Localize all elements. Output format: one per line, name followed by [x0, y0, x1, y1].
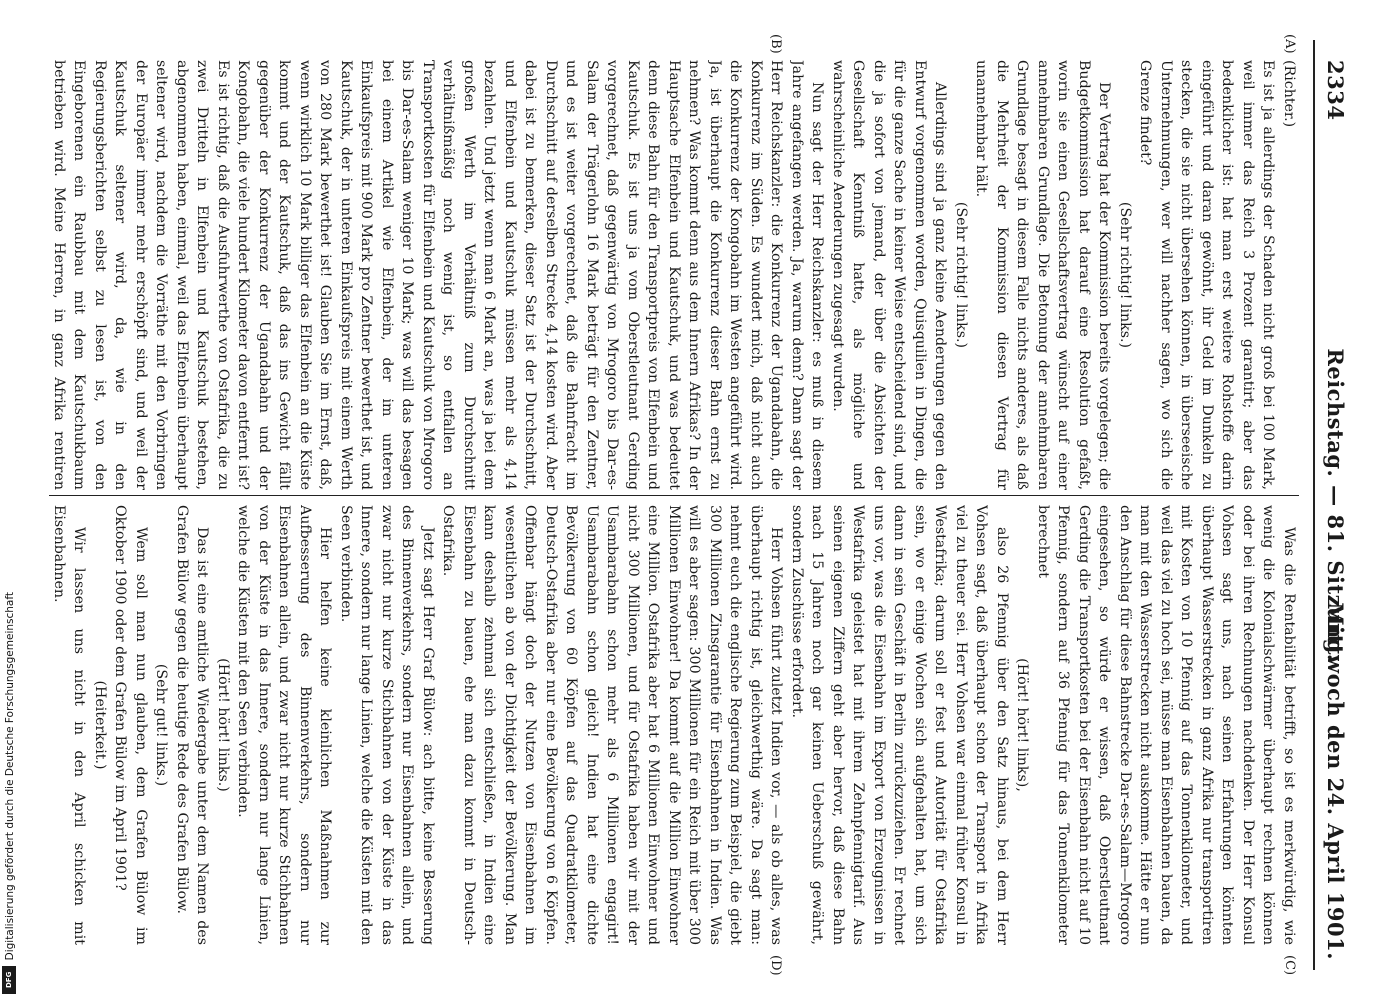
remark: (Sehr richtig! links.) — [1117, 201, 1133, 349]
paragraph: Hier helfen keine kleinlichen Maßnahmen zur Aufbesserung des Binnenverkehrs, sondern nur Eisenbahnen allein, und zwar nicht nur kurze Stichbahnen von der Küste in das Innere, sondern nur lange Linien, welche die Küsten mit den Seen verbinden. — [235, 505, 334, 945]
paragraph: Was die Rentabilität betrifft, so ist es merkwürdig, wie wenig die Kolonialschwärmer überhaupt rechnen können oder bei ihren Rechnungen nachdenken. Der Herr Konsul Vohsen sagt uns, nach seinen Erfahrungen könnten überhaupt Wasserstrecken in ganz Afrika nur transportiren mit Kosten von 10 Pfennig auf das Tonnenkilometer, und weil das viel zu hoch sei, müsse man Eisenbahnen bauen, da man mit den Wasserstrecken nicht auskomme. Hätte er nun den Anschlag für diese Bahnstrecke Dar-es-Salam—Mrogoro eingesehen, so würde er wissen, daß Oberstleutnant Gerding die Transportkosten bei der Eisenbahn nicht auf 10 Pfennig, sondern auf 36 Pfennig für das Tonnenkilometer berechnet — [1035, 505, 1297, 945]
paragraph: Herr Vohsen führt zuletzt Indien vor, — als ob alles, was überhaupt richtig ist, gleichwerthig wäre. Da sagt man: nehmt euch die englische Regierung zum Beispiel, die giebt 300 Millionen Zinsgarantie für Eisenbahnen in Indien. Was will es aber sagen: 300 Millionen für ein Reich mit über 300 Millionen Einwohner! Da kommt auf die Million Einwohner eine Million. Ostafrika aber hat 6 Millionen Einwohner und nicht 300 Millionen, und für Ostafrika haben wir mit der Usambarabahn schon mehr als 6 Millionen engagirt! Usambarabahn schon gleich! Indien hat eine dichte Bevölkerung von 60 Köpfen auf das Quadratkilometer, Deutsch-Ostafrika aber nur eine Bevölkerung von 6 Köpfen. Offenbar hängt doch der Nutzen von Eisenbahnen im wesentlichen ab von der Dichtigkeit der Bevölkerung. Man kann deshalb zehnmal sich entschließen, in Indien eine Eisenbahn zu bauen, ehe man dazu kommt in Deutsch-Ostafrika. — [440, 505, 785, 945]
remark: (Sehr gut! links.) — [153, 663, 170, 787]
column-divider — [49, 495, 1299, 496]
margin-mark-b: (B) — [768, 34, 783, 54]
paragraph: Jetzt sagt Herr Graf Bülow: ach bitte, keine Besserung des Binnenverkehrs, sondern nur Eisenbahnen allein, und zwar nicht nur kurze Stichbahnen von der Küste in das Innere, sondern nur lange Linien, welche die Küsten mit den Seen verbinden. — [338, 505, 436, 945]
paragraph: Das ist eine amtliche Wiedergabe unter dem Namen des Grafen Bülow gegen die heutige Rede des Grafen Bülow. — [174, 505, 211, 945]
left-column — [49, 60, 1299, 490]
margin-mark-d: (D) — [768, 955, 783, 976]
remark: (Sehr richtig! links.) — [953, 201, 969, 349]
page-number: 2334 — [1323, 60, 1348, 121]
margin-mark-c: (C) — [1282, 955, 1297, 976]
paragraph: (Richter.) — [1281, 60, 1297, 128]
page-title: Reichstag. — 81. Sitzung. — [1323, 348, 1348, 662]
paragraph: Wem soll man nun glauben, dem Grafen Bülow im Oktober 1900 oder dem Grafen Bülow im April 1901? — [112, 505, 149, 945]
paragraph: Wir lassen uns nicht in den April schicken mit Eisenbahnen. — [51, 505, 88, 945]
page-date: Mittwoch den 24. April 1901. — [1323, 602, 1348, 960]
digitization-credit: Digitalisierung gefördert durch die Deutsche Forschungsgemeinschaft — [4, 591, 16, 960]
paragraph: Es ist ja allerdings der Schaden nicht groß bei 100 Mark, weil immer das Reich 3 Prozent garantirt; aber das bedenklicher ist: hat man erst weitere Rohstoffe darin eingeführt und daran gewöhnt, ihr Geld im Dunkeln zu stecken, die sie nicht übersehen können, in überseeische Unternehmungen, wer will nachher sagen, wo sich die Grenze findet? — [1137, 60, 1277, 490]
paragraph: also 26 Pfennig über den Satz hinaus, bei dem Herr Vohsen sagt, daß überhaupt schon der Transport in Afrika viel zu theuer sei. Herr Vohsen war einmal früher Konsul in Westafrika; darum soll er fest und Autorität für Ostafrika sein, wo er einige Wochen sich aufgehalten hat, um sich dann in sein Geschäft in Berlin zurückzuziehen. Er rechnet uns vor, was die Eisenbahn im Export von Erzeugnissen in Westafrika geleistet hat mit ihrem Zehnpfennigtarif. Aus seinen eigenen Ziffern geht aber hervor, daß diese Bahn nach 15 Jahren noch gar keinen Ueberschuß gewährt, sondern Zuschüsse erfordert. — [789, 505, 1010, 945]
remark: (Heiterkeit.) — [92, 680, 108, 770]
right-column — [49, 505, 1299, 945]
paragraph: Nun sagt der Herr Reichskanzler: es muß in diesem Jahre angefangen werden. Ja, warum denn? Dann sagt der Herr Reichskanzler: die Konkurrenz der Ugandabahn, die Konkurrenz im Süden. Es wundert mich, daß nicht auch die Konkurrenz der Kongobahn im Westen angeführt wird. Ja, ist überhaupt die Konkurrenz dieser Bahn ernst zu nehmen? Was kommt denn aus dem Innern Afrikas? In der Hauptsache Elfenbein und Kautschuk, und was bedeutet denn diese Bahn für den Transportpreis von Elfenbein und Kautschuk. Es ist uns ja vom Oberstleutnant Gerding vorgerechnet, daß gegenwärtig von Mrogoro bis Dar-es-Salam der Trägerlohn 16 Mark beträgt für den Zentner, und es ist weiter vorgerechnet, daß die Bahnfracht im Durchschnitt auf derselben Strecke 4,14 kosten wird. Aber dabei ist zu bemerken, dieser Satz ist der Durchschnitt, und Elfenbein und Kautschuk müssen mehr als 4,14 bezahlen. Und jetzt wenn man 6 Mark an, was ja bei dem großen Werth im Verhältniß zum Durchschnitt verhältnißmäßig noch wenig ist, so entfallen an Transportkosten für Elfenbein und Kautschuk von Mrogoro bis Dar-es-Salam weniger 10 Mark; was will das besagen bei einem Artikel wie Elfenbein, der im unteren Einkaufspreis mit 900 Mark pro Zentner bewerthet ist, und Kautschuk, der in unteren Einkaufspreis mit einem Werth von 280 Mark bewerthet ist! Glauben Sie im Ernst, daß, wenn wirklich 10 Mark billiger das Elfenbein an die Küste kommt und der Kautschuk, daß das ins Gewicht fällt gegenüber der Konkurrenz der Ugandabahn und der Kongobahn, die viele hundert Kilometer davon entfernt ist? Es ist richtig, daß die Ausfuhrwerthe von Ostafrika, die zu zwei Dritteln in Elfenbein und Kautschuk bestehen, abgenommen haben, einmal, weil das Elfenbein überhaupt seltener wird, nachdem die Vorräthe mit den Vorbringen der Europäer immer mehr erschöpft sind, und weil der Kautschuk seltener wird, da, wie in den Regierungsberichten selbst zu lesen ist, von den Eingeborenen ein Raubbau mit dem Kautschukbaum betrieben wird. Meine Herren, in ganz Afrika rentiren — [51, 60, 826, 490]
remark: (Hört! hört! links.) — [215, 658, 231, 792]
margin-mark-a: (A) — [1282, 34, 1297, 54]
page-header — [1313, 40, 1355, 970]
paragraph: Der Vertrag hat der Kommission bereits vorgelegen; die Budgetkommission hat darauf eine Resolution gefaßt, worin sie einen Gesellschaftsvertrag wünscht auf einer annehmbaren Grundlage. Die Betonung der annehmbaren Grundlage besagt in diesem Falle nichts anderes, als daß die Mehrheit der Kommission diesen Vertrag für unannehmbar hält. — [973, 60, 1113, 490]
dfg-logo: DFG — [2, 966, 16, 994]
paragraph: Allerdings sind ja ganz kleine Aenderungen gegen den Entwurf vorgenommen worden, Quisquilien in Dingen, die für die ganze Sache in keiner Weise entscheidend sind, und die ja sofort von jemand, der über die Absichten der Gesellschaft Kenntniß hatte, als mögliche und wahrscheinliche Aenderungen zugesagt wurden. — [830, 60, 949, 490]
remark: (Hört! hört! links), — [1014, 658, 1031, 792]
